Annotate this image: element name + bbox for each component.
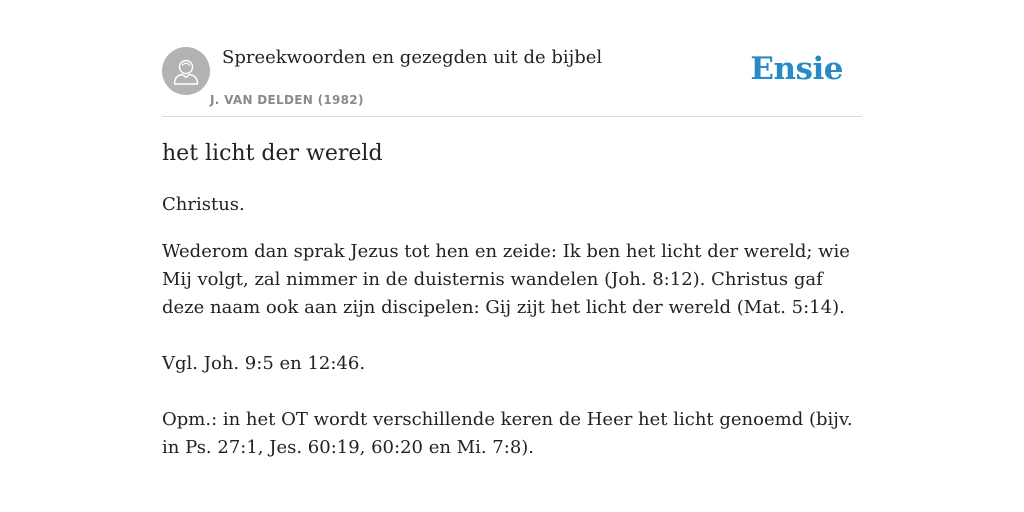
entry-paragraph: Opm.: in het OT wordt verschillende keren de Heer het licht genoemd (bijv. in Ps. 27:1, Jes. 60:19, 60:20 en Mi. 7:8). [162,409,853,458]
author-avatar[interactable] [162,47,210,95]
entry-content [162,138,862,462]
person-icon [162,47,210,95]
book-title-link[interactable]: Spreekwoorden en gezegden uit de bijbel [222,47,603,68]
author-byline: J. VAN DELDEN (1982) [210,93,364,107]
entry-paragraph: Wederom dan sprak Jezus tot hen en zeide: Ik ben het licht der wereld; wie Mij volgt, zal nimmer in de duisternis wandelen (Joh. 8:12). Christus gaf deze naam ook aan zijn discipelen: Gij zijt het licht der wereld (Mat. 5:14). [162,241,850,318]
entry-definition: Christus. [162,194,245,215]
page-header [162,40,862,117]
entry-title: het licht der wereld [162,141,383,166]
ensie-logo[interactable]: Ensie [750,51,843,87]
entry-paragraph: Vgl. Joh. 9:5 en 12:46. [162,353,366,374]
